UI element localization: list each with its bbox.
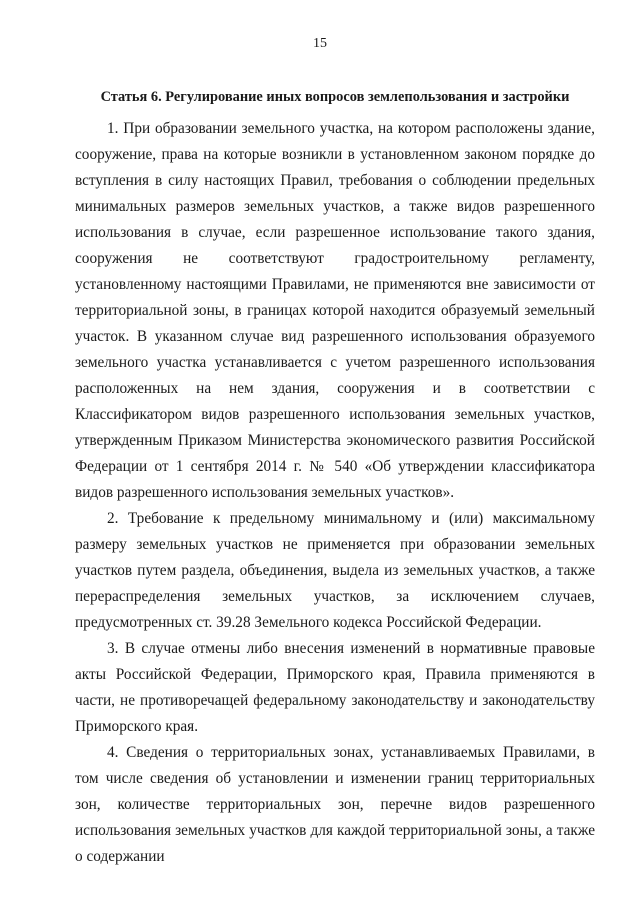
paragraph-1: 1. При образовании земельного участка, на котором расположены здание, сооружение, права на которые возникли в установленном законом порядке до вступления в силу настоящих Правил, требования о соблюдении предельных минимальных размеров земельных участков, а также видов разрешенного использования в случае, если разрешенное использование такого здания, сооружения не соответствуют градостроительному регламенту, установленному настоящими Правилами, не применяются вне зависимости от территориальной зоны, в границах которой находится образуемый земельный участок. В указанном случае вид разрешенного использования образуемого земельного участка устанавливается с учетом разрешенного использования расположенных на нем здания, сооружения и в соответствии с Классификатором видов разрешенного использования земельных участков, утвержденным Приказом Министерства экономического развития Российской Федерации от 1 сентября 2014 г. № 540 «Об утверждении классификатора видов разрешенного использования земельных участков». — [75, 120, 595, 501]
paragraph-2: 2. Требование к предельному минимальному и (или) максимальному размеру земельных участков не применяется при образовании земельных участков путем раздела, объединения, выдела из земельных участков, а также перераспределения земельных участков, за исключением случаев, предусмотренных ст. 39.28 Земельного кодекса Российской Федерации. — [75, 510, 595, 631]
article-heading: Статья 6. Регулирование иных вопросов землепользования и застройки — [100, 89, 570, 105]
paragraph-3: 3. В случае отмены либо внесения изменений в нормативные правовые акты Российской Федерации, Приморского края, Правила применяются в части, не противоречащей федеральному законодательству и законодательству Приморского края. — [75, 640, 595, 735]
article-body — [75, 116, 595, 870]
paragraph-4: 4. Сведения о территориальных зонах, устанавливаемых Правилами, в том числе сведения об установлении и изменении границ территориальных зон, количестве территориальных зон, перечне видов разрешенного использования земельных участков для каждой территориальной зоны, а также о содержании — [75, 744, 595, 865]
page-number: 15 — [313, 36, 327, 51]
